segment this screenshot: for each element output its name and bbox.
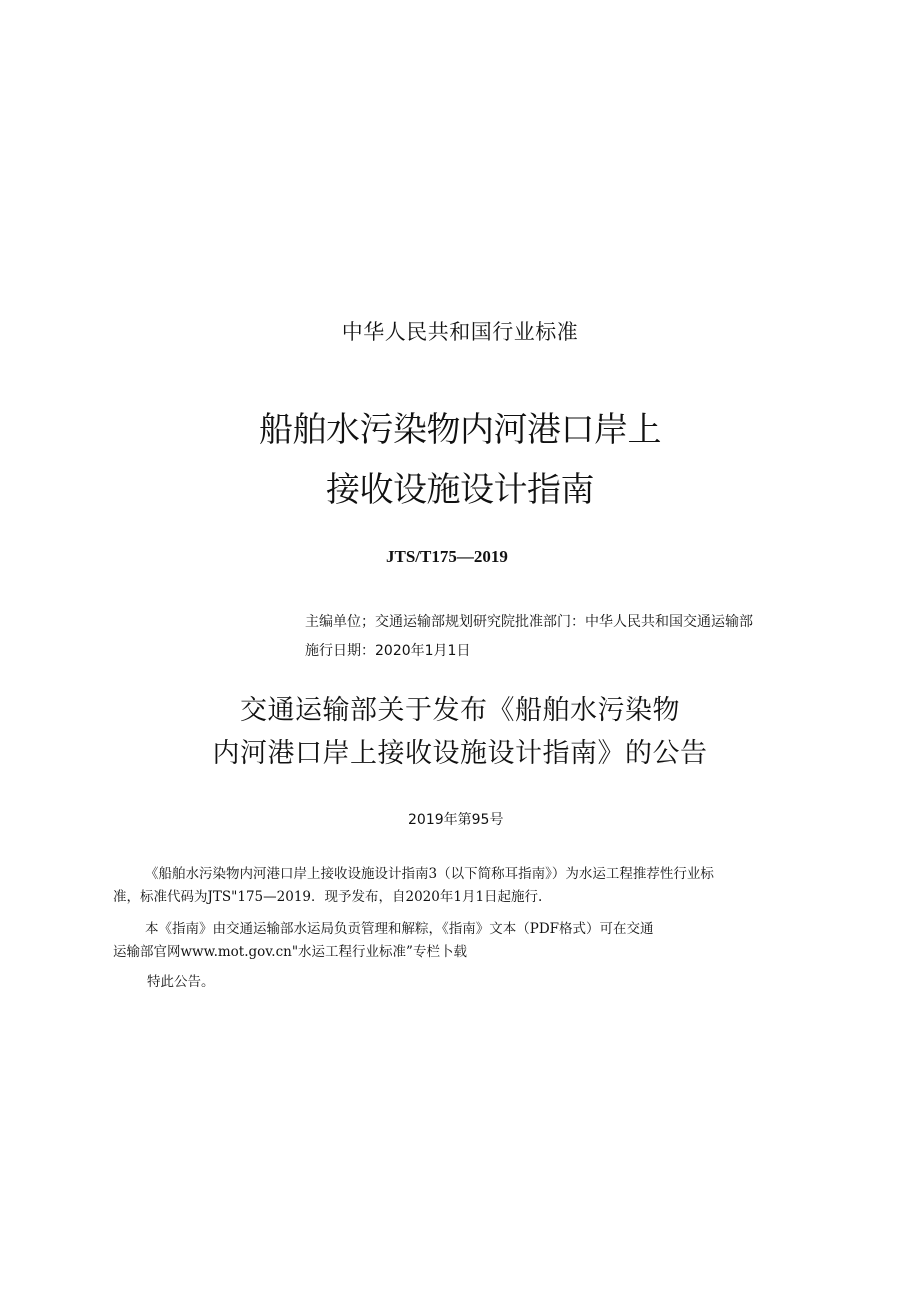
notice-closing: 特此公告。 xyxy=(147,974,215,990)
document-title-line-2: 接收设施设计指南 xyxy=(326,470,594,510)
editor-approver-line: 主编单位；交通运输部规划研究院批准部门：中华人民共和国交通运输部 xyxy=(305,614,753,630)
effective-date-line: 施行日期：2020年1月1日 xyxy=(305,643,471,659)
standard-category: 中华人民共和国行业标准 xyxy=(341,320,579,344)
issue-number: 2019年第95号 xyxy=(408,812,504,828)
notice-title-line-2: 内河港口岸上接收设施设计指南》的公告 xyxy=(212,738,708,769)
document-title-line-1: 船舶水污染物内河港口岸上 xyxy=(259,410,661,450)
notice-paragraph-2-line-1: 本《指南》由交通运输部水运局负贡管理和解粽，《指南》文本（PDF格式）可在交通 xyxy=(145,921,654,937)
notice-paragraph-1-line-1: 《船舶水污染物内河港口岸上接收设施设计指南3（以下简称耳指南》）为水运工程推荐性行业标 xyxy=(145,866,714,882)
notice-paragraph-1-line-2: 准，标准代码为JTS"175—2019．现予发布，自2020年1月1日起施行. xyxy=(113,889,543,905)
notice-title-line-1: 交通运输部关于发布《船舶水污染物 xyxy=(240,695,680,726)
notice-paragraph-2-line-2: 运输部官网www.mot.gov.cn"水运工程行业标准”专栏卜载 xyxy=(113,944,467,960)
standard-code: JTS/T175—2019 xyxy=(386,547,508,566)
